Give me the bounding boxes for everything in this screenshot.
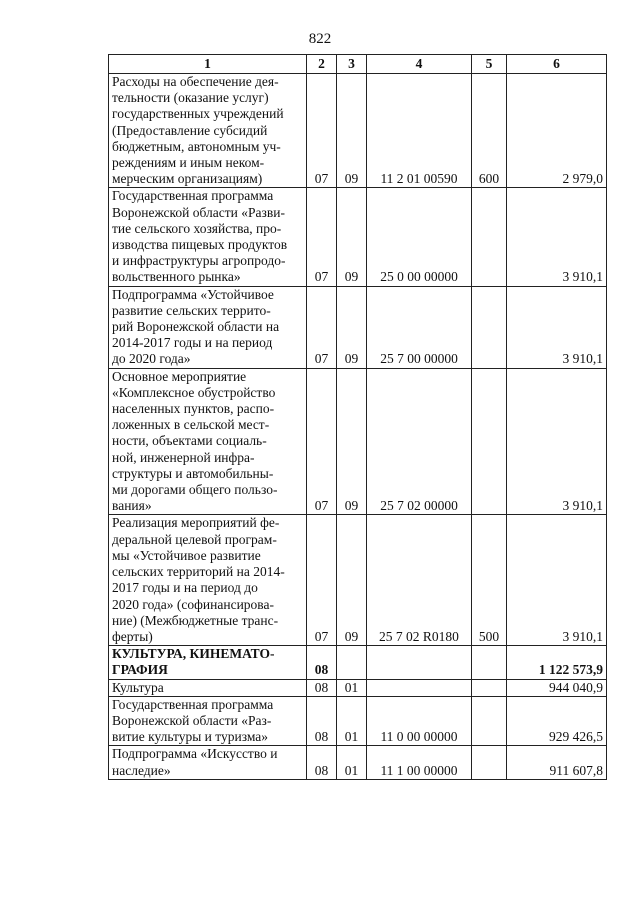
- section-code: 07: [307, 286, 337, 368]
- row-name-line: Реализация мероприятий фе-: [112, 515, 280, 531]
- target-article-code: 11 1 00 00000: [367, 746, 472, 779]
- target-article-code: 11 0 00 00000: [367, 696, 472, 746]
- row-name-line: Расходы на обеспечение дея-: [112, 74, 279, 89]
- row-name-line: витие культуры и туризма»: [112, 729, 269, 745]
- row-name: [109, 74, 307, 188]
- row-name: [109, 286, 307, 368]
- row-name-line: государственных учреждений: [112, 106, 284, 122]
- row-name: [109, 679, 307, 696]
- subsection-code: 01: [337, 696, 367, 746]
- row-name-line: населенных пунктов, распо-: [112, 401, 275, 417]
- row-name-line: Государственная программа: [112, 696, 274, 712]
- section-code: 08: [307, 696, 337, 746]
- row-name-line: 2020 года» (софинансирова-: [112, 596, 274, 612]
- header-col-6: 6: [507, 55, 607, 74]
- row-name-line: реждениям и иным неком-: [112, 155, 265, 171]
- row-name-line: Основное мероприятие: [112, 368, 247, 384]
- expense-type-code: [472, 646, 507, 679]
- row-name-line: ГРАФИЯ: [112, 662, 168, 678]
- section-code: 07: [307, 368, 337, 515]
- subsection-code: 09: [337, 286, 367, 368]
- subsection-code: 01: [337, 746, 367, 779]
- row-name-line: тие сельского хозяйства, про-: [112, 220, 282, 236]
- amount-value: 944 040,9: [507, 679, 607, 696]
- table-row: [109, 646, 607, 679]
- section-code: 08: [307, 679, 337, 696]
- header-col-1: 1: [109, 55, 307, 74]
- amount-value: 3 910,1: [507, 515, 607, 646]
- expense-type-code: [472, 368, 507, 515]
- target-article-code: [367, 646, 472, 679]
- row-name-line: вания»: [112, 498, 152, 514]
- row-name-line: наследие»: [112, 762, 171, 778]
- table-row: [109, 746, 607, 779]
- expense-type-code: [472, 286, 507, 368]
- target-article-code: 25 7 02 00000: [367, 368, 472, 515]
- row-name-line: до 2020 года»: [112, 351, 191, 367]
- row-name-line: сельских территорий на 2014-: [112, 564, 285, 580]
- row-name-line: мы «Устойчивое развитие: [112, 547, 261, 563]
- row-name-line: деральной целевой програм-: [112, 531, 277, 547]
- row-name-line: Государственная программа: [112, 188, 274, 204]
- table-row: [109, 679, 607, 696]
- row-name-line: ной, инженерной инфра-: [112, 449, 255, 465]
- header-col-4: 4: [367, 55, 472, 74]
- row-name-line: ние) (Межбюджетные транс-: [112, 612, 279, 628]
- row-name-line: ложенных в сельской мест-: [112, 417, 270, 433]
- budget-table: [108, 54, 607, 780]
- table-row: [109, 286, 607, 368]
- expense-type-code: 500: [472, 515, 507, 646]
- table-header-row: [109, 55, 607, 74]
- page-number: 822: [308, 31, 332, 47]
- row-name-line: «Комплексное обустройство: [112, 384, 276, 400]
- target-article-code: 25 7 02 R0180: [367, 515, 472, 646]
- table-row: [109, 74, 607, 188]
- row-name-line: тельности (оказание услуг): [112, 90, 269, 106]
- row-name-line: и инфраструктуры агропродо-: [112, 253, 286, 269]
- amount-value: 1 122 573,9: [507, 646, 607, 679]
- amount-value: 3 910,1: [507, 286, 607, 368]
- row-name-line: бюджетным, автономным уч-: [112, 138, 281, 154]
- row-name-line: ности, объектами социаль-: [112, 433, 267, 449]
- row-name-line: развитие сельских террито-: [112, 302, 271, 318]
- section-code: 08: [307, 646, 337, 679]
- row-name-line: 2014-2017 годы и на период: [112, 335, 273, 351]
- row-name: [109, 368, 307, 515]
- amount-value: 911 607,8: [507, 746, 607, 779]
- amount-value: 3 910,1: [507, 188, 607, 286]
- subsection-code: 09: [337, 188, 367, 286]
- expense-type-code: [472, 679, 507, 696]
- section-code: 07: [307, 74, 337, 188]
- expense-type-code: [472, 188, 507, 286]
- target-article-code: [367, 679, 472, 696]
- target-article-code: 25 7 00 00000: [367, 286, 472, 368]
- header-col-5: 5: [472, 55, 507, 74]
- row-name-line: Воронежской области «Разви-: [112, 204, 285, 220]
- section-code: 07: [307, 515, 337, 646]
- row-name-line: рий Воронежской области на: [112, 319, 280, 335]
- amount-value: 3 910,1: [507, 368, 607, 515]
- table-row: [109, 696, 607, 746]
- expense-type-code: [472, 746, 507, 779]
- subsection-code: [337, 646, 367, 679]
- target-article-code: 25 0 00 00000: [367, 188, 472, 286]
- expense-type-code: 600: [472, 74, 507, 188]
- section-code: 07: [307, 188, 337, 286]
- row-name-line: 2017 годы и на период до: [112, 580, 258, 596]
- table-row: [109, 188, 607, 286]
- row-name-line: Подпрограмма «Устойчивое: [112, 286, 274, 302]
- row-name: [109, 696, 307, 746]
- table-row: [109, 515, 607, 646]
- row-name-line: Культура: [112, 679, 164, 695]
- subsection-code: 09: [337, 515, 367, 646]
- table-row: [109, 368, 607, 515]
- row-name-line: КУЛЬТУРА, КИНЕМАТО-: [112, 646, 275, 662]
- row-name-line: мерческим организациям): [112, 171, 263, 187]
- row-name-line: ми дорогами общего пользо-: [112, 482, 278, 498]
- table-body: [109, 74, 607, 780]
- subsection-code: 01: [337, 679, 367, 696]
- header-col-3: 3: [337, 55, 367, 74]
- row-name-line: Воронежской области «Раз-: [112, 712, 272, 728]
- section-code: 08: [307, 746, 337, 779]
- row-name-line: изводства пищевых продуктов: [112, 237, 288, 253]
- row-name: [109, 746, 307, 779]
- amount-value: 2 979,0: [507, 74, 607, 188]
- row-name-line: ферты): [112, 628, 153, 644]
- subsection-code: 09: [337, 368, 367, 515]
- row-name-line: Подпрограмма «Искусство и: [112, 746, 278, 762]
- expense-type-code: [472, 696, 507, 746]
- row-name: [109, 646, 307, 679]
- row-name-line: (Предоставление субсидий: [112, 122, 268, 138]
- target-article-code: 11 2 01 00590: [367, 74, 472, 188]
- header-col-2: 2: [307, 55, 337, 74]
- row-name: [109, 188, 307, 286]
- row-name-line: вольственного рынка»: [112, 269, 241, 285]
- subsection-code: 09: [337, 74, 367, 188]
- row-name-line: структуры и автомобильны-: [112, 465, 274, 481]
- row-name: [109, 515, 307, 646]
- amount-value: 929 426,5: [507, 696, 607, 746]
